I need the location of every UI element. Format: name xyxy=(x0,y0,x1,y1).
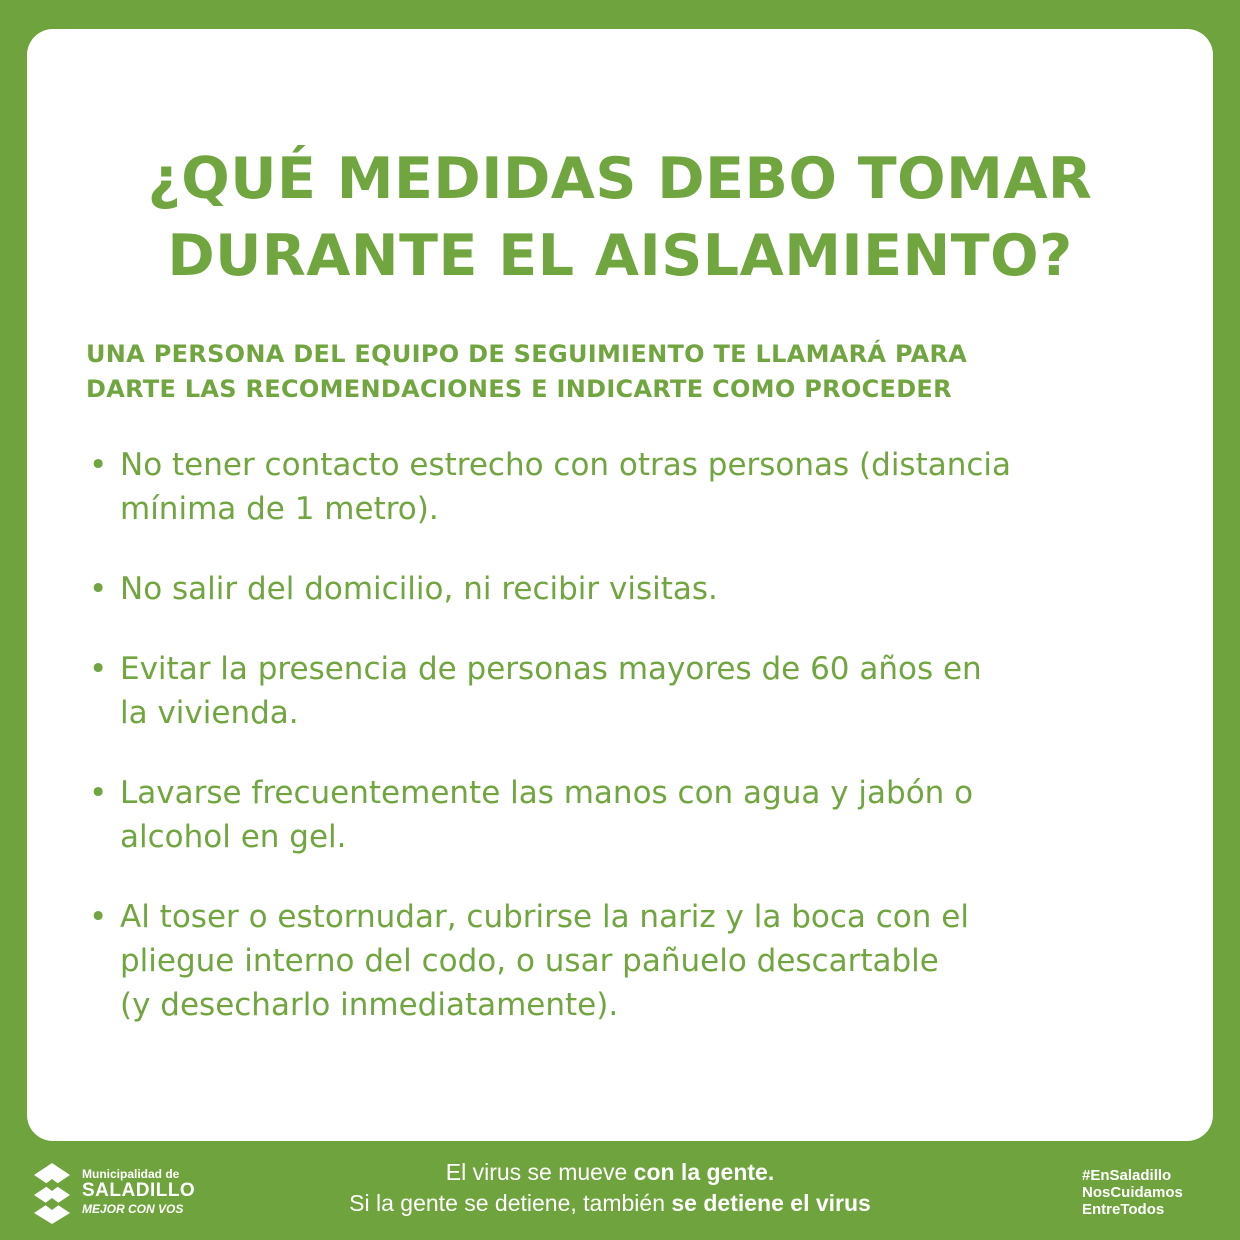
info-card xyxy=(27,29,1213,1141)
subtitle xyxy=(86,337,967,407)
hashtag-3: EntreTodos xyxy=(1082,1201,1165,1218)
list-item xyxy=(86,771,1196,859)
recommendations-list xyxy=(86,443,1196,1063)
logo-line-2: SALADILLO xyxy=(82,1180,196,1201)
list-item xyxy=(86,567,1196,611)
hashtag-2: NosCuidamos xyxy=(1082,1184,1183,1201)
slogan-line-2-regular: Si la gente se detiene, también xyxy=(349,1190,672,1216)
list-item-line: mínima de 1 metro). xyxy=(120,491,439,527)
slogan-line-1-bold: con la gente. xyxy=(633,1159,775,1185)
list-item-line: Lavarse frecuentemente las manos con agua y jabón o xyxy=(120,775,974,811)
list-item-line: pliegue interno del codo, o usar pañuelo descartable xyxy=(120,943,939,979)
bullet-icon: • xyxy=(89,651,108,687)
list-item xyxy=(86,895,1196,1027)
subtitle-line-1: UNA PERSONA DEL EQUIPO DE SEGUIMIENTO TE LLAMARÁ PARA xyxy=(86,340,968,368)
title-line-2: DURANTE EL AISLAMIENTO? xyxy=(167,223,1073,289)
logo-line-1: Municipalidad de xyxy=(82,1167,180,1181)
title-line-1: ¿QUÉ MEDIDAS DEBO TOMAR xyxy=(147,146,1093,212)
list-item xyxy=(86,647,1196,735)
slogan-line-1-regular: El virus se mueve xyxy=(445,1159,634,1185)
list-item-line: No tener contacto estrecho con otras personas (distancia xyxy=(120,447,1012,483)
logo-text xyxy=(82,1167,195,1217)
saladillo-logo-icon xyxy=(30,1161,78,1225)
slogan-line-2-bold: se detiene el virus xyxy=(671,1190,871,1216)
list-item xyxy=(86,443,1196,531)
hashtags xyxy=(1082,1167,1183,1218)
bullet-icon: • xyxy=(89,571,108,607)
slogan xyxy=(260,1157,960,1219)
list-item-line: la vivienda. xyxy=(120,695,299,731)
footer xyxy=(0,1141,1240,1240)
list-item-line: (y desecharlo inmediatamente). xyxy=(120,987,619,1023)
bullet-icon: • xyxy=(89,447,108,483)
hashtag-1: #EnSaladillo xyxy=(1082,1167,1172,1184)
bullet-icon: • xyxy=(89,899,108,935)
slogan-line-2 xyxy=(260,1188,960,1219)
list-item-line: No salir del domicilio, ni recibir visitas. xyxy=(120,571,718,607)
logo-line-3: MEJOR CON VOS xyxy=(82,1202,184,1216)
list-item-line: Al toser o estornudar, cubrirse la nariz y la boca con el xyxy=(120,899,969,935)
subtitle-line-2: DARTE LAS RECOMENDACIONES E INDICARTE COMO PROCEDER xyxy=(86,375,952,403)
page-title xyxy=(27,141,1213,295)
list-item-line: alcohol en gel. xyxy=(120,819,347,855)
municipality-logo xyxy=(30,1161,200,1225)
list-item-line: Evitar la presencia de personas mayores de 60 años en xyxy=(120,651,982,687)
bullet-icon: • xyxy=(89,775,108,811)
slogan-line-1 xyxy=(260,1157,960,1188)
